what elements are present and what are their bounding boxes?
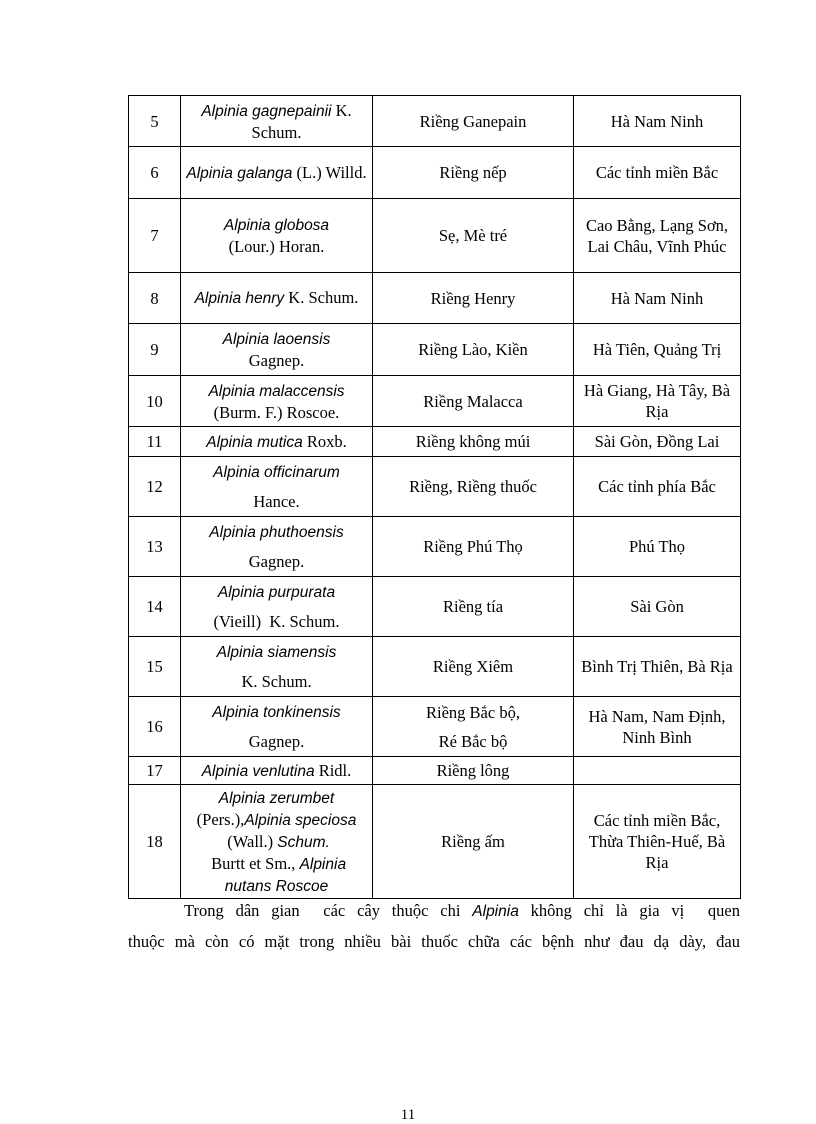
vietnamese-name: Sẹ, Mè tré — [373, 199, 574, 273]
row-number: 6 — [129, 147, 181, 199]
row-number: 10 — [129, 376, 181, 427]
row-number: 13 — [129, 517, 181, 577]
vietnamese-name: Riềng ấm — [373, 785, 574, 899]
scientific-name: Alpinia galanga (L.) Willd. — [181, 147, 373, 199]
scientific-name: Alpinia tonkinensis Gagnep. — [181, 697, 373, 757]
vietnamese-name: Riềng lông — [373, 757, 574, 785]
scientific-name: Alpinia officinarum Hance. — [181, 457, 373, 517]
distribution: Hà Nam, Nam Định, Ninh Bình — [574, 697, 741, 757]
table-row — [129, 376, 741, 427]
row-number: 8 — [129, 273, 181, 324]
distribution: Các tỉnh phía Bắc — [574, 457, 741, 517]
table-row — [129, 757, 741, 785]
vietnamese-name: Riềng nếp — [373, 147, 574, 199]
scientific-name: Alpinia laoensis Gagnep. — [181, 324, 373, 376]
distribution: Hà Nam Ninh — [574, 96, 741, 147]
distribution: Sài Gòn — [574, 577, 741, 637]
vietnamese-name: Riềng Lào, Kiền — [373, 324, 574, 376]
table-row — [129, 324, 741, 376]
scientific-name: Alpinia malaccensis (Burm. F.) Roscoe. — [181, 376, 373, 427]
row-number: 14 — [129, 577, 181, 637]
row-number: 15 — [129, 637, 181, 697]
row-number: 7 — [129, 199, 181, 273]
species-table — [128, 95, 741, 899]
vietnamese-name: Riềng, Riềng thuốc — [373, 457, 574, 517]
vietnamese-name: Riềng tía — [373, 577, 574, 637]
distribution: Sài Gòn, Đồng Lai — [574, 427, 741, 457]
row-number: 16 — [129, 697, 181, 757]
row-number: 11 — [129, 427, 181, 457]
distribution: Hà Giang, Hà Tây, Bà Rịa — [574, 376, 741, 427]
scientific-name: Alpinia mutica Roxb. — [181, 427, 373, 457]
table-row — [129, 96, 741, 147]
distribution — [574, 757, 741, 785]
vietnamese-name: Riềng Phú Thọ — [373, 517, 574, 577]
table-row — [129, 517, 741, 577]
row-number: 17 — [129, 757, 181, 785]
vietnamese-name: Riềng không múi — [373, 427, 574, 457]
page-number: 11 — [400, 1107, 416, 1123]
scientific-name: Alpinia zerumbet (Pers.),Alpinia speciosa (Wall.) Schum. Burtt et Sm., Alpinia nutans Roscoe — [181, 785, 373, 899]
row-number: 9 — [129, 324, 181, 376]
distribution: Hà Nam Ninh — [574, 273, 741, 324]
table-row — [129, 637, 741, 697]
table-row — [129, 199, 741, 273]
distribution: Các tỉnh miền Bắc, Thừa Thiên-Huế, Bà Rịa — [574, 785, 741, 899]
row-number: 12 — [129, 457, 181, 517]
vietnamese-name: Riềng Ganepain — [373, 96, 574, 147]
distribution: Phú Thọ — [574, 517, 741, 577]
body-paragraph-line-1: Trong dân gian các cây thuộc chi Alpinia không chỉ là gia vị quen — [184, 901, 740, 920]
distribution: Hà Tiên, Quảng Trị — [574, 324, 741, 376]
table-row — [129, 697, 741, 757]
table-row — [129, 147, 741, 199]
vietnamese-name: Riềng Xiêm — [373, 637, 574, 697]
scientific-name: Alpinia purpurata (Vieill) K. Schum. — [181, 577, 373, 637]
table-row — [129, 273, 741, 324]
distribution: Các tỉnh miền Bắc — [574, 147, 741, 199]
vietnamese-name: Riềng Malacca — [373, 376, 574, 427]
scientific-name: Alpinia globosa (Lour.) Horan. — [181, 199, 373, 273]
scientific-name: Alpinia siamensis K. Schum. — [181, 637, 373, 697]
row-number: 5 — [129, 96, 181, 147]
row-number: 18 — [129, 785, 181, 899]
vietnamese-name: Riềng Bắc bộ, Ré Bắc bộ — [373, 697, 574, 757]
body-paragraph-line-2: thuộc mà còn có mặt trong nhiều bài thuốc chữa các bệnh như đau dạ dày, đau — [128, 932, 740, 951]
scientific-name: Alpinia henry K. Schum. — [181, 273, 373, 324]
vietnamese-name: Riềng Henry — [373, 273, 574, 324]
table-row — [129, 577, 741, 637]
table-row — [129, 785, 741, 899]
scientific-name: Alpinia phuthoensis Gagnep. — [181, 517, 373, 577]
distribution: Cao Bằng, Lạng Sơn, Lai Châu, Vĩnh Phúc — [574, 199, 741, 273]
distribution: Bình Trị Thiên, Bà Rịa — [574, 637, 741, 697]
scientific-name: Alpinia gagnepainii K. Schum. — [181, 96, 373, 147]
scientific-name: Alpinia venlutina Ridl. — [181, 757, 373, 785]
table-row — [129, 427, 741, 457]
table-row — [129, 457, 741, 517]
